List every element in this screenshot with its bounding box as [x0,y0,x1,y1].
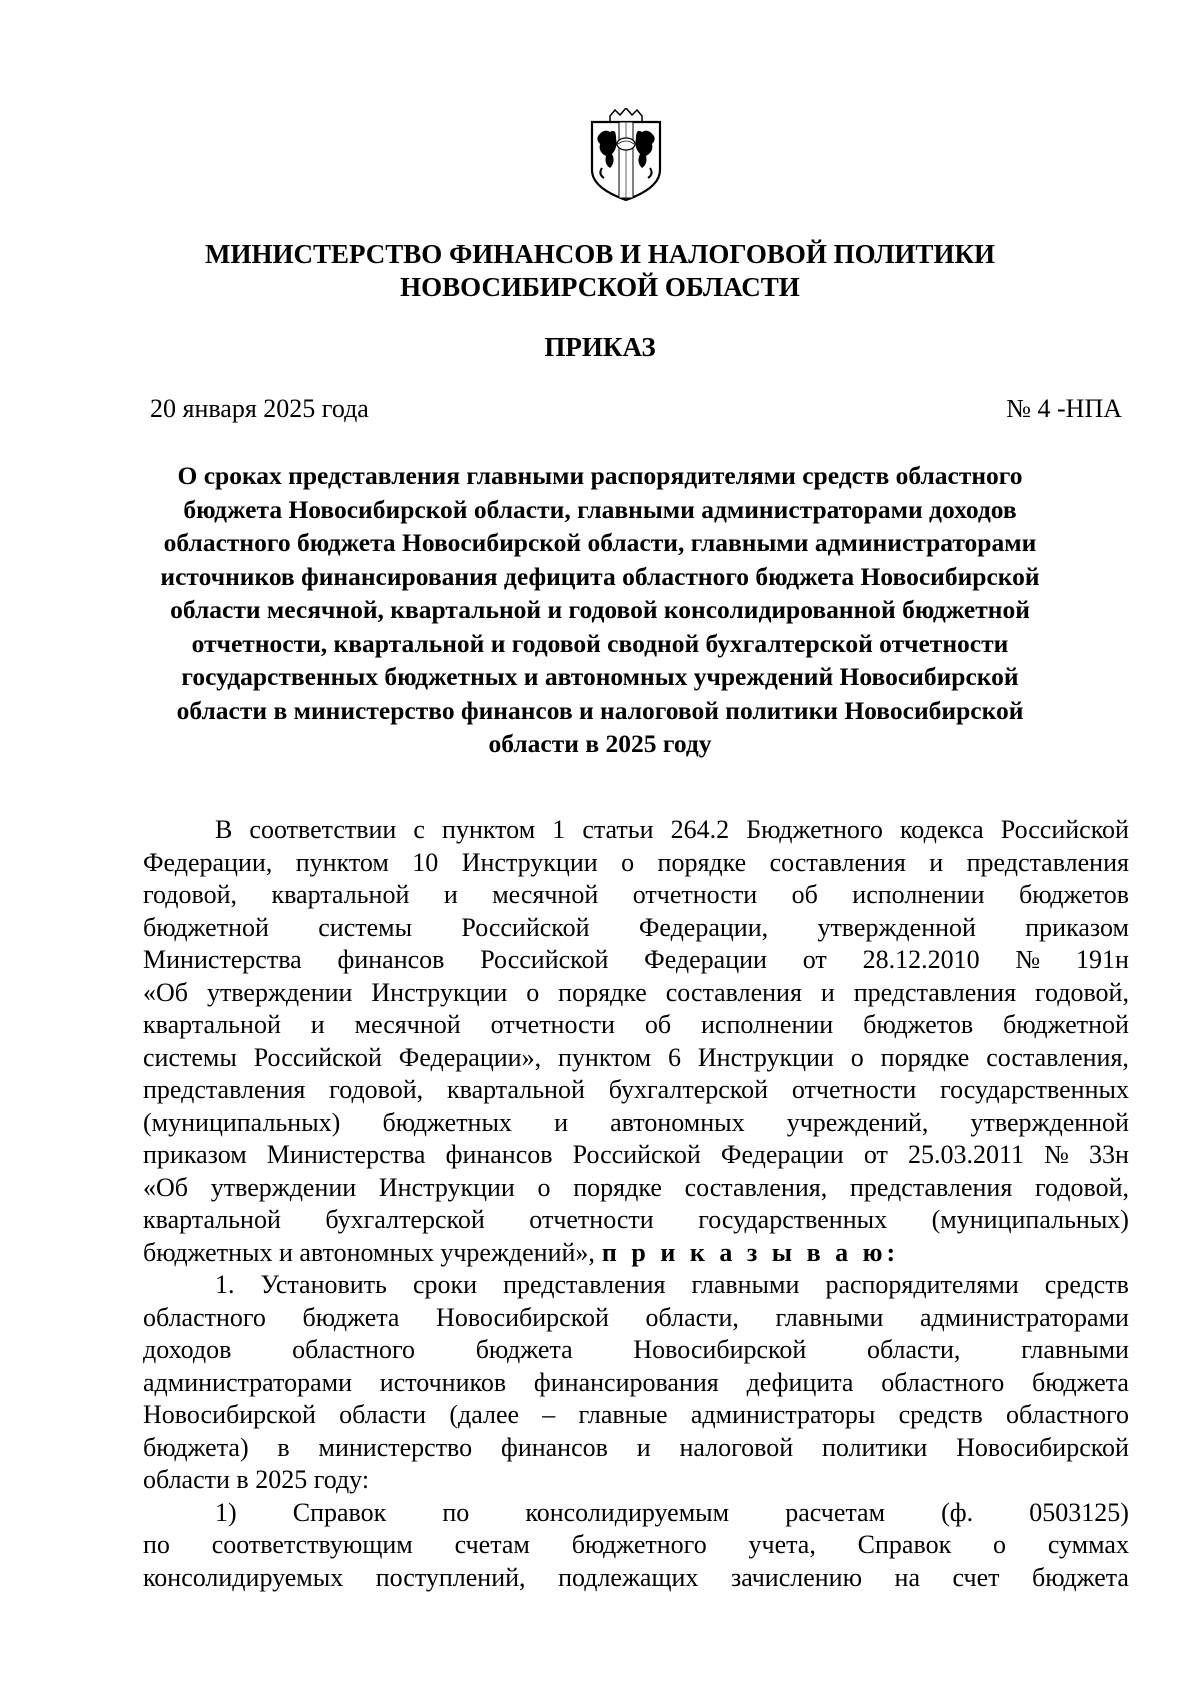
word: 0503125) [1029,1497,1129,1527]
justified-line [143,977,1129,1010]
word: областного [292,1335,415,1364]
word: составления, [986,1042,1129,1072]
word: квартальной [271,880,410,909]
word: 1 [552,815,566,844]
word: соответствии [249,815,397,844]
word: областного [143,1302,266,1332]
word: «Об [143,1172,189,1202]
word: (муниципальных) [143,1107,341,1137]
word: политики [821,1432,928,1462]
word: доходов [143,1335,232,1364]
word: учреждений, [786,1107,929,1137]
word: Федерации [720,1140,844,1169]
word: представления [143,1075,306,1104]
justified-line [143,1107,1129,1140]
coat-of-arms-icon [588,108,664,202]
word: бюджетных [382,1107,512,1137]
subject-line: областного бюджета Новосибирской области, главными администраторами [163,528,1037,557]
word: об [791,880,818,909]
word: дефицита [746,1367,854,1397]
preamble-last-text: бюджетных и автономных учреждений», [143,1237,595,1267]
word: Справок [292,1497,387,1527]
justified-line [143,1074,1129,1107]
word: годовой, [1034,977,1129,1007]
word: составления [665,977,802,1007]
word: автономных [610,1107,745,1137]
word: отчетности [632,880,758,909]
word: «Об [143,977,189,1007]
word: составления [769,847,906,877]
word: о [537,1172,551,1202]
word: № [1015,945,1041,974]
word: представления [966,847,1129,877]
word: Установить [260,1270,387,1299]
word: бюджетов [863,1010,974,1039]
word: бюджетов [1018,880,1129,909]
word: Федерации, [638,912,769,942]
word: исполнении [701,1010,834,1039]
subject-line: области месячной, квартальной и годовой консолидированной бюджетной [170,595,1030,624]
justified-line [143,1432,1129,1465]
word: Федерации», [398,1042,542,1072]
justified-line [143,814,1129,847]
word: отчетности [791,1075,917,1104]
subject-line: бюджета Новосибирской области, главными администраторами доходов [183,494,1017,524]
justified-line [143,1139,1129,1172]
word: финансов [445,1140,553,1169]
word: и [443,880,458,909]
word: суммах [1047,1530,1129,1559]
word: и [636,1432,651,1462]
word: Российской [253,1042,382,1072]
word: квартальной [143,1010,281,1039]
word: сроки [412,1270,478,1299]
justified-line [143,1497,1129,1530]
word: приказом [1025,912,1129,942]
word: бюджета [1032,1367,1129,1397]
word: подлежащих [558,1562,699,1592]
word: пунктом [295,847,389,877]
word: бюджетного [571,1530,707,1559]
word: приказом [143,1140,247,1169]
word: системы [143,1042,237,1072]
word: главными [775,1302,884,1332]
justified-line [143,912,1129,945]
word: квартальной [447,1075,585,1104]
word: (далее [449,1400,520,1429]
word: исполнении [852,880,985,909]
word: годовой, [143,880,238,909]
justified-line [143,1269,1129,1302]
word: главными [691,1270,800,1299]
word: и [310,1010,325,1039]
word: бюджета [302,1302,400,1332]
ministry-title [0,238,1200,304]
subject-line: отчетности, квартальной и годовой сводной бухгалтерской отчетности [191,628,1009,658]
word: расчетам [785,1497,886,1527]
word: Инструкции [697,1042,834,1072]
justified-line [143,1302,1129,1335]
word: 25.03.2011 [907,1140,1024,1169]
word: администраторами [143,1367,352,1397]
word: областного [1006,1400,1129,1429]
word: по [143,1530,170,1559]
word: (ф. [941,1497,974,1527]
word: министерство [318,1432,473,1462]
word: 33н [1089,1140,1129,1169]
word: бухгалтерской [608,1075,769,1104]
word: годовой, [1034,1172,1129,1202]
word: с [413,815,425,844]
word: 1. [215,1270,235,1299]
item-1 [143,1269,1129,1497]
word: администраторами [919,1302,1129,1332]
word: кодекса [900,815,984,844]
word: о [993,1530,1007,1559]
word: главные [578,1400,668,1429]
justified-line [143,1367,1129,1400]
document-date: 20 января 2025 года [150,394,369,423]
word: порядке [558,977,647,1007]
word: квартальной [143,1205,281,1234]
word: 6 [668,1042,681,1072]
subitem-1 [143,1497,1129,1595]
word: о [850,1042,864,1072]
word: зачислению [730,1562,863,1592]
word: Российской [461,912,590,942]
word: Российской [572,1140,701,1169]
subject-line: области в 2025 году [488,729,712,758]
justified-line [143,847,1129,880]
justified-line [143,1042,1129,1075]
word: Новосибирской [143,1400,316,1429]
word: № [1044,1140,1069,1169]
order-directive: п р и к а з ы в а ю: [601,1237,900,1267]
justified-line [143,1172,1129,1205]
word: источников [379,1367,507,1397]
word: 264.2 [670,815,730,844]
word: и [929,847,944,877]
word: от [802,945,827,974]
justified-line [143,1334,1129,1367]
word: о [621,847,635,877]
justified-line [143,1009,1129,1042]
word: бюджетной [1003,1010,1129,1039]
word: представления [853,977,1017,1007]
word: годовой, [329,1075,424,1104]
word: представления [849,1172,1013,1202]
word: Инструкции [461,847,598,877]
word: распорядителями [825,1270,1019,1299]
word: финансирования [533,1367,719,1397]
subject-line: государственных бюджетных и автономных учреждений Новосибирской [181,662,1019,691]
word: государственных [940,1075,1129,1104]
word: порядке [573,1172,662,1202]
item-1-last-line: области в 2025 году: [143,1465,370,1494]
word: администраторы [690,1400,876,1429]
word: Министерства [143,945,302,974]
word: поступлений, [375,1562,526,1592]
word: утвержденной [970,1107,1129,1137]
word: 28.12.2010 [862,945,980,974]
subject-line: области в министерство финансов и налоговой политики Новосибирской [176,695,1024,725]
word: В [215,815,233,844]
justified-line [143,1562,1129,1595]
word: месячной [492,880,599,909]
preamble [143,814,1129,1269]
word: утверждении [210,1172,357,1202]
word: Российской [480,945,609,974]
word: на [894,1562,920,1592]
document-subject [0,459,1200,761]
word: Новосибирской [436,1302,609,1332]
justified-line [143,944,1129,977]
word: от [863,1140,888,1169]
word: учета, [748,1530,816,1559]
word: бюджета [475,1335,573,1364]
word: пунктом [557,1042,652,1072]
word: и [820,977,835,1007]
word: финансов [337,945,445,974]
ministry-title-line-2: НОВОСИБИРСКОЙ ОБЛАСТИ [400,272,800,302]
word: Справок [857,1530,952,1559]
word: в [277,1432,290,1462]
word: консолидируемых [143,1562,344,1592]
word: о [526,977,540,1007]
justified-line [143,1399,1129,1432]
word: 1) [215,1497,237,1527]
word: счетам [454,1530,530,1559]
word: соответствующим [211,1530,413,1559]
word: об [644,1010,672,1039]
word: 10 [412,847,439,877]
word: средств [898,1400,983,1429]
word: представления [503,1270,666,1299]
word: счет [952,1562,1000,1592]
word: бюджета) [143,1432,249,1462]
word: области, [645,1302,739,1332]
word: порядке [657,847,747,877]
subject-line: источников финансирования дефицита областного бюджета Новосибирской [160,561,1040,591]
word: главными [1021,1335,1129,1364]
document-type: ПРИКАЗ [544,332,656,362]
word: Новосибирской [633,1335,807,1364]
word: Федерации [644,945,767,974]
word: государственных [698,1205,888,1234]
word: средств [1044,1270,1129,1299]
word: финансов [500,1432,608,1462]
word: областного [881,1367,1005,1397]
word: Инструкции [371,977,508,1007]
word: – [542,1400,556,1429]
word: порядке [880,1042,970,1072]
word: налоговой [679,1432,794,1462]
word: бухгалтерской [325,1205,485,1234]
preamble-last-line [143,1237,1129,1270]
document-body [143,814,1129,1594]
subject-line: О сроках представления главными распорядителями средств областного [177,461,1023,490]
word: пунктом [442,815,536,844]
document-number: № 4 -НПА [1006,394,1122,423]
word: отчетности [529,1205,654,1234]
word: консолидируемым [525,1497,730,1527]
word: утвержденной [817,912,976,942]
justified-line [143,1204,1129,1237]
word: (муниципальных) [931,1205,1129,1234]
word: бюджетной [143,912,269,942]
word: области [339,1400,427,1429]
word: системы [318,912,413,942]
word: области, [866,1335,961,1364]
word: Новосибирской [956,1432,1129,1462]
ministry-title-line-1: МИНИСТЕРСТВО ФИНАНСОВ И НАЛОГОВОЙ ПОЛИТИКИ [204,239,996,269]
word: Федерации, [143,847,273,877]
word: по [442,1497,470,1527]
word: статьи [582,815,654,844]
justified-line [143,879,1129,912]
word: составления, [684,1172,828,1202]
word: Министерства [266,1140,426,1169]
word: и [554,1107,568,1137]
word: 191н [1076,945,1129,974]
word: Бюджетного [746,815,883,844]
word: утверждении [206,977,353,1007]
word: Инструкции [378,1172,515,1202]
word: месячной [354,1010,461,1039]
word: бюджета [1032,1562,1129,1592]
justified-line [143,1529,1129,1562]
word: отчетности [490,1010,615,1039]
word: Российской [1000,815,1129,844]
